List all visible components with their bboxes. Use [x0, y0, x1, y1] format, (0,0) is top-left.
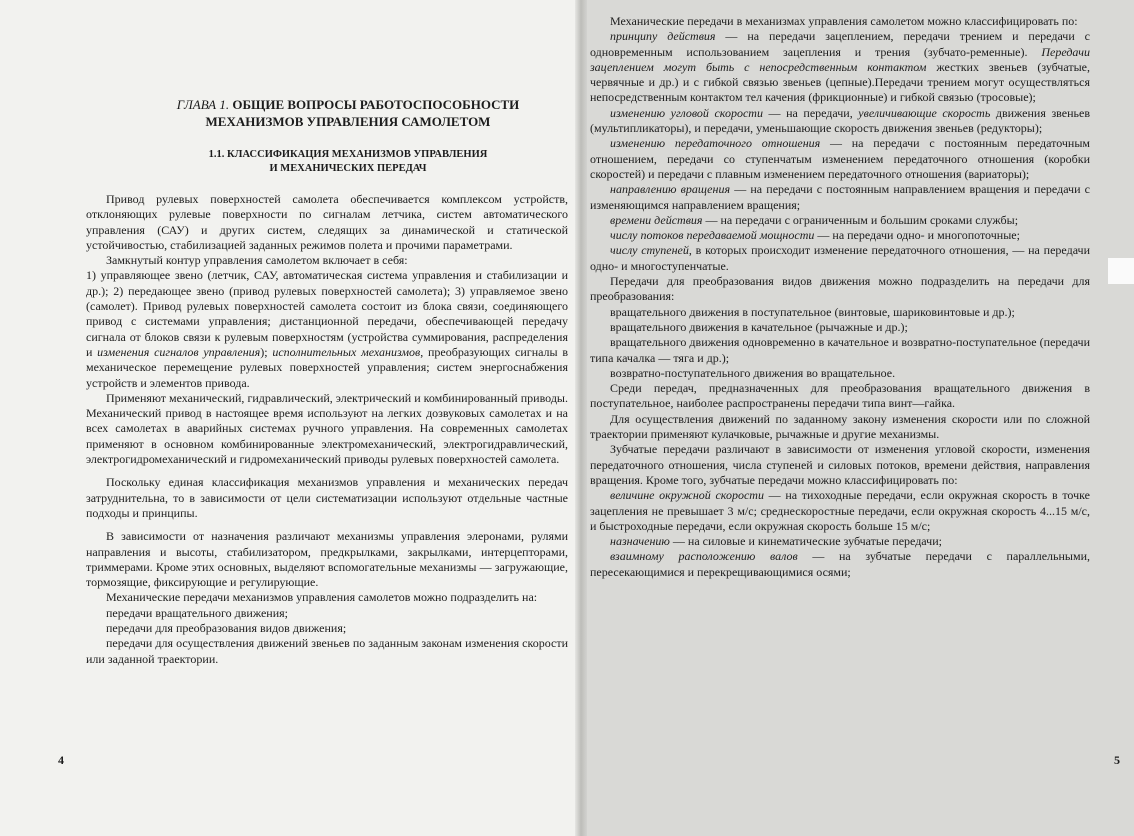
classification-item [590, 136, 1090, 182]
list-item: вращательного движения одновременно в качательное и возвратно-поступательное (передачи типа качалка — тяга и др.); [590, 335, 1090, 365]
text-run: — на передачи с постоянным направлением вращения и передачи с изменяющимся направлением вращения; [590, 182, 1090, 212]
paragraph: Поскольку единая классификация механизмов управления и механических передач затруднительна, то в зависимости от цели систематизации используют отдельные частные подходы и принципы. [86, 475, 568, 520]
term: изменению передаточного отношения [610, 136, 821, 151]
paragraph: Привод рулевых поверхностей самолета обеспечивается комплексом устройств, отклоняющих рулевые поверхности по сигналам летчика, систем автоматического управления (САУ) и других систем, следящих за динамической и статической устойчивостью, стабилизацией заданных режимов полета и прочими параметрами. [86, 192, 568, 252]
right-page [580, 0, 1134, 836]
list-item: вращательного движения в поступательное (винтовые, шариковинтовые и др.); [610, 304, 1015, 319]
chapter-title-line-1: ОБЩИЕ ВОПРОСЫ РАБОТОСПОСОБНОСТИ [232, 97, 520, 112]
paragraph: Передачи для преобразования видов движения можно подразделить на передачи для преобразования: [590, 274, 1090, 304]
paragraph: В зависимости от назначения различают механизмы управления элеронами, рулями направления и высоты, стабилизатором, предкрылками, закрылками, интерцепторами, триммерами. Кроме этих основных, выделяют вспомогательные механизмы — загружающие, тормозящие, фиксирующие и регулирующие. [86, 529, 568, 590]
scan-edge-mark [1108, 258, 1134, 284]
classification-item [590, 534, 1090, 549]
list-item: передачи для преобразования видов движения; [106, 621, 347, 636]
term: назначению [610, 534, 670, 549]
text-run: — на силовые и кинематические зубчатые передачи; [669, 534, 942, 549]
section-title-line-2: И МЕХАНИЧЕСКИХ ПЕРЕДАЧ [269, 163, 427, 174]
text-run: , в которых происходит изменение передаточного отношения, — на передачи одно- и многоступенчатые. [590, 243, 1090, 273]
term: направлению вращения [610, 182, 731, 197]
paragraph: Замкнутый контур управления самолетом включает в себя: [106, 253, 408, 268]
paragraph: Для осуществления движений по заданному закону изменения скорости или по сложной траектории применяют кулачковые, рычажные и другие механизмы. [590, 411, 1090, 442]
term: изменению угловой скорости [610, 105, 763, 120]
paragraph: Механические передачи механизмов управления самолетов можно подразделить на: [106, 590, 538, 605]
term: принципу действия [610, 29, 716, 44]
term: времени действия [610, 212, 703, 227]
text-run: ); [260, 344, 273, 359]
section-title-line-1: 1.1. КЛАССИФИКАЦИЯ МЕХАНИЗМОВ УПРАВЛЕНИЯ [208, 149, 488, 160]
term: величине окружной скорости [610, 488, 764, 503]
chapter-heading [138, 96, 558, 130]
list-item: вращательного движения в качательное (рычажные и др.); [610, 319, 908, 334]
text-run: — на тихоходные передачи, если окружная скорость в точке зацепления не превышает 3 м/с; среднескоростные передачи, если окружная скорость 4...15 м/с, и быстроходные передачи, если окружная скорость больше 15 м/с; [590, 488, 1090, 533]
text-run: — на передачи одно- и многопоточные; [814, 228, 1020, 243]
book-gutter [575, 0, 587, 836]
text-run: — на передачи с постоянным передаточным отношением, передачи со ступенчатым изменением передаточного отношения (коробки скоростей) и передачи с плавным изменением передаточного отношения (вариаторы); [590, 136, 1091, 181]
classification-item [590, 243, 1090, 274]
text-run: — на передачи зацеплением, передачи трением и передачи с одновременным использованием зацепления и трения (зубчато-ременные). [590, 29, 1090, 59]
italic-run: изменения сигналов управления [97, 344, 261, 359]
list-item: возвратно-поступательного движения во вращательное. [610, 365, 896, 380]
classification-item [590, 488, 1090, 534]
classification-item [590, 549, 1090, 580]
classification-item [590, 228, 1090, 243]
italic-run: исполнительных механизмов [272, 344, 421, 359]
term: взаимному расположению валов [610, 549, 798, 564]
classification-item [590, 29, 1090, 105]
italic-run: Передачи зацеплением могут быть с непосредственным контактом [590, 44, 1090, 74]
text-run: , преобразующих сигналы в механическое перемещение рулевых поверхностей управления; систем энергоснабжения устройств и элементов привода. [86, 344, 568, 390]
term: числу ступеней [610, 243, 689, 258]
text-run: — на передачи с ограниченным и большим сроками службы; [702, 212, 1019, 227]
paragraph: Механические передачи в механизмах управления самолетом можно классифицировать по: [610, 14, 1078, 28]
classification-item [590, 213, 1090, 228]
chapter-number: ГЛАВА 1. [176, 97, 230, 112]
classification-item [590, 106, 1090, 137]
page-number: 5 [1114, 753, 1120, 767]
text-run: — на передачи, [762, 105, 859, 120]
text-run: движения звеньев (мультипликаторы), и передачи, уменьшающие скорость движения звеньев (редукторы); [590, 105, 1090, 136]
chapter-title-line-2: МЕХАНИЗМОВ УПРАВЛЕНИЯ САМОЛЕТОМ [205, 114, 491, 129]
text-run: жестких звеньев (зубчатые, червячные и др.) и с гибкой связью звеньев (цепные).Передачи трением могут осуществляться непосредственным контактом тел качения (фрикционные) и гибкой связью (тросовые); [590, 59, 1090, 105]
term: числу потоков передаваемой мощности [610, 228, 815, 243]
classification-item [590, 182, 1090, 213]
list-item: передачи для осуществления движений звеньев по заданным законам изменения скорости или заданной траектории. [86, 636, 568, 666]
paragraph: Среди передач, предназначенных для преобразования вращательного движения в поступательное, наиболее распространены передачи типа винт—гайка. [590, 381, 1090, 411]
italic-run: увеличивающие скорость [858, 105, 991, 120]
page-number: 4 [58, 753, 64, 767]
paragraph: Зубчатые передачи различают в зависимости от изменения угловой скорости, изменения передаточного отношения, числа ступеней и силовых потоков, времени действия, направления вращения. Кроме того, зубчатые передачи можно классифицировать по: [590, 442, 1090, 487]
paragraph: Применяют механический, гидравлический, электрический и комбинированный приводы. Механический привод в настоящее время используют на легких дозвуковых самолетах и на всех самолетах в аварийных системах ручного управления. На современных самолетах применяют в основном комбинированные электромеханический, электрогидравлический, электрогидромеханический и гидромеханический приводы рулевых поверхностей самолета. [86, 390, 568, 467]
section-heading [138, 148, 558, 176]
list-item: передачи вращательного движения; [106, 605, 288, 620]
text-run: — на зубчатые передачи с параллельными, пересекающимися и перекрещивающимися осями; [590, 549, 1090, 579]
text-run: 1) управляющее звено (летчик, САУ, автоматическая система управления и стабилизации и др.); 2) передающее звено (привод рулевых поверхностей самолета); 3) управляемое звено (самолет). Привод рулевых поверхностей самолета состоит из блока связи, соединяющего привод с системами управления; дистанционной передачи, обеспечивающей передачу сигнала от блоков связи к рулевым поверхностям (устройства суммирования, распределения и [86, 268, 568, 359]
paragraph [86, 268, 568, 390]
